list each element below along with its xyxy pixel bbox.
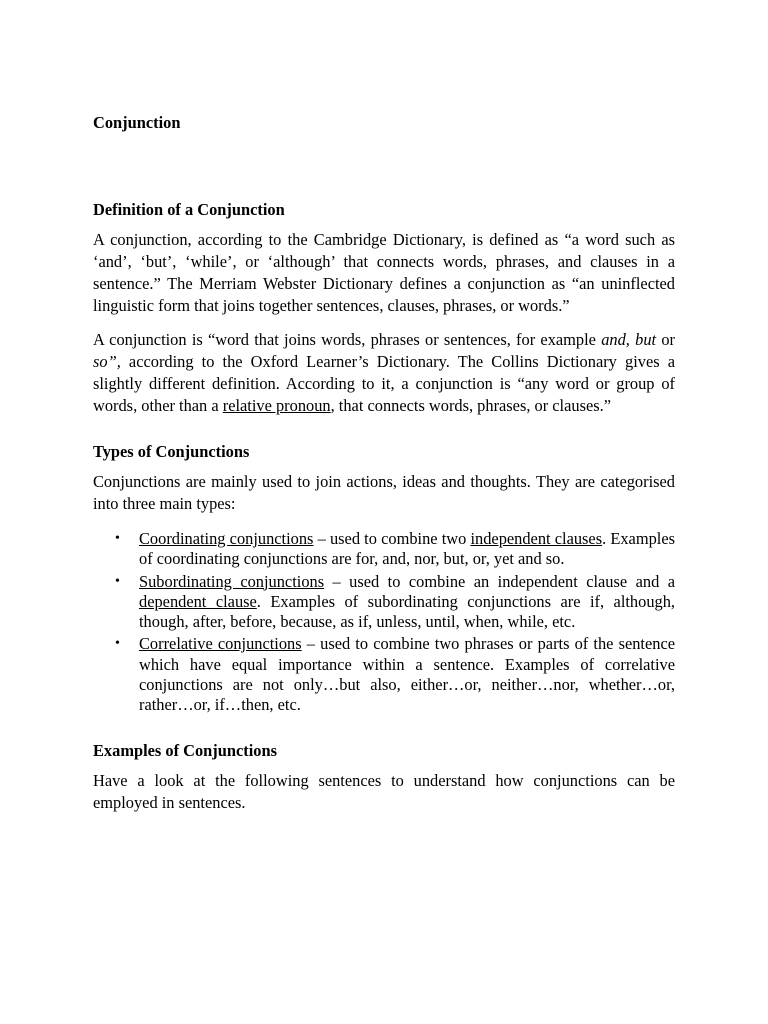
types-intro: Conjunctions are mainly used to join actions, ideas and thoughts. They are categorised into three main types:	[93, 472, 675, 513]
bullet-icon: •	[115, 636, 120, 652]
item-text: . Examples of coordinating conjunctions are for, and, nor, but, or, yet and so.	[139, 529, 675, 569]
dependent-clause-link[interactable]: dependent clause	[139, 591, 257, 611]
bullet-icon: •	[115, 531, 120, 546]
subordinating-conjunctions-link[interactable]: Subordinating conjunctions	[139, 571, 325, 591]
item-text: – used to combine two phrases or parts of the sentence which have equal importance within a sentence. Examples of correlative conjunctions are not only…but also, either…or, neither…nor, whether…or, rather…or, if…then, etc.	[139, 634, 676, 715]
list-item	[115, 634, 676, 715]
examples-heading: Examples of Conjunctions	[93, 740, 277, 760]
item-text: – used to combine an independent clause and a	[324, 571, 675, 591]
para2-example-and-but: and, but	[601, 330, 657, 349]
relative-pronoun-link[interactable]: relative pronoun	[222, 396, 331, 415]
item-text: – used to combine two	[313, 529, 471, 548]
list-item	[115, 571, 676, 633]
para2-text-4: , that connects words, phrases, or clauses.”	[330, 396, 611, 415]
definition-paragraph-2	[93, 329, 675, 417]
document-title: Conjunction	[93, 113, 181, 132]
para2-text-2: or	[656, 330, 675, 349]
coordinating-conjunctions-link[interactable]: Coordinating conjunctions	[139, 529, 314, 548]
types-list	[93, 529, 675, 716]
para2-text-3: according to the Oxford Learner’s Dictionary. The Collins Dictionary gives a slightly different definition. According to it, a conjunction is “any word or group of words, other than a	[93, 352, 675, 415]
definition-paragraph-1: A conjunction, according to the Cambridge Dictionary, is defined as “a word such as ‘and’, ‘but’, ‘while’, or ‘although’ that connects words, phrases, and clauses in a sentence.” The Merriam Webster Dictionary defines a conjunction as “an uninflected linguistic form that joins together sentences, clauses, phrases, or words.”	[93, 230, 675, 315]
correlative-conjunctions-link[interactable]: Correlative conjunctions	[139, 634, 302, 654]
types-heading: Types of Conjunctions	[93, 442, 250, 461]
item-text: . Examples of subordinating conjunctions are if, although, though, after, before, because, as if, unless, until, when, while, etc.	[139, 591, 676, 632]
para2-text-1: A conjunction is “word that joins words, phrases or sentences, for example	[93, 330, 602, 349]
list-item	[115, 529, 675, 570]
examples-intro: Have a look at the following sentences to understand how conjunctions can be employed in sentences.	[93, 770, 675, 812]
para2-example-so: so”,	[93, 352, 121, 371]
definition-heading: Definition of a Conjunction	[93, 200, 285, 219]
independent-clauses-link[interactable]: independent clauses	[470, 529, 603, 548]
bullet-icon: •	[115, 573, 120, 589]
